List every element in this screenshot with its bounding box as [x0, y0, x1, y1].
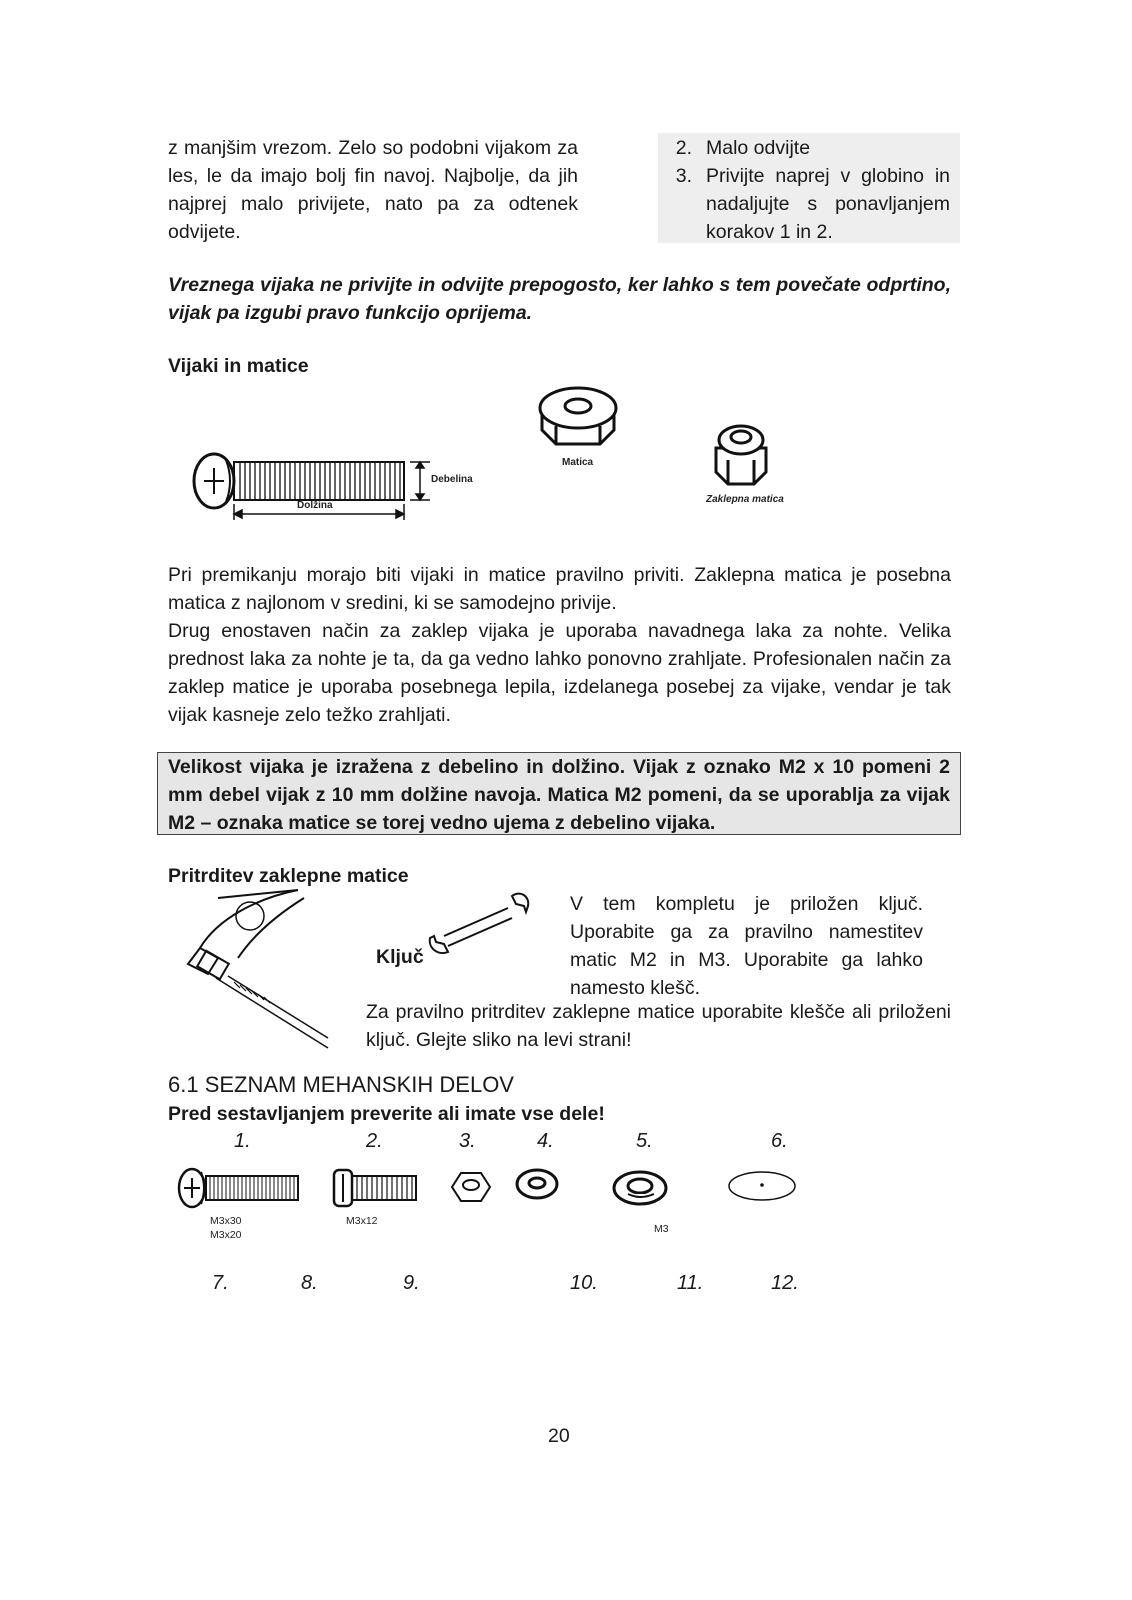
length-label: Dolžina [297, 500, 333, 511]
wrench-description: V tem kompletu je priložen ključ. Uporabite ga za pravilno namestitev matic M2 in M3. Uporabite ga lahko namesto klešč. [570, 893, 923, 999]
part-number-7: 7. [212, 1272, 229, 1294]
part-spring-washer [610, 1168, 670, 1208]
screws-paragraph-1: Pri premikanju morajo biti vijaki in matice pravilno priviti. Zaklepna matica je posebna matica z najlonom v sredini, ki se samodejno privije. [168, 564, 951, 614]
part-number-11: 11. [677, 1272, 704, 1294]
part-hex-nut [450, 1170, 492, 1204]
wrench-label: Ključ [376, 946, 424, 968]
part-number-9: 9. [403, 1272, 420, 1294]
locknut-instruction: Za pravilno pritrditev zaklepne matice uporabite klešče ali priloženi ključ. Glejte sliko na levi strani! [366, 1001, 951, 1051]
part-flat-disc [726, 1168, 798, 1204]
parts-subheading: Pred sestavljanjem preverite ali imate vse dele! [168, 1103, 605, 1125]
part1-caption: M3x30 M3x20 [210, 1215, 242, 1241]
size-note-text: Velikost vijaka je izražena z debelino in dolžino. Vijak z oznako M2 x 10 pomeni 2 mm debel vijak z 10 mm dolžine navoja. Matica M2 pomeni, da se uporablja za vijak M2 – oznaka matice se torej vedno ujema z debelino vijaka. [168, 756, 950, 834]
part-washer [514, 1166, 560, 1202]
nut-label: Matica [562, 457, 594, 468]
part-short-screw [330, 1166, 420, 1210]
pliers-diagram [178, 888, 338, 1048]
part-number-8: 8. [301, 1272, 318, 1294]
steps-box [658, 133, 960, 243]
intro-paragraph: z manjšim vrezom. Zelo so podobni vijakom za les, le da imajo bolj fin navoj. Najbolje, da jih najprej malo privijete, nato pa za odtenek odvijete. [168, 137, 578, 243]
wrench-icon [426, 892, 532, 958]
nut-diagram [532, 382, 624, 452]
part-number-5: 5. [636, 1130, 653, 1152]
size-note-box [157, 752, 961, 835]
part-number-1: 1. [234, 1130, 251, 1152]
section-heading-locknut: Pritrditev zaklepne matice [168, 865, 409, 887]
part-number-10: 10. [570, 1272, 598, 1294]
part5-caption: M3 [654, 1223, 669, 1235]
part2-caption: M3x12 [346, 1215, 378, 1227]
thickness-label: Debelina [431, 474, 473, 485]
page-number: 20 [548, 1425, 570, 1447]
step-item: 2. Malo odvijte [675, 137, 811, 159]
part-number-3: 3. [459, 1130, 476, 1152]
part-long-screw [176, 1164, 302, 1212]
screw-diagram [190, 448, 490, 526]
parts-heading: 6.1 SEZNAM MEHANSKIH DELOV [168, 1072, 514, 1097]
warning-text: Vreznega vijaka ne privijte in odvijte prepogosto, ker lahko s tem povečate odprtino, vijak pa izgubi pravo funkcijo oprijema. [168, 274, 951, 324]
lock-nut-diagram [708, 420, 774, 490]
part-number-4: 4. [537, 1130, 554, 1152]
lock-nut-label: Zaklepna matica [706, 494, 784, 505]
part-number-6: 6. [771, 1130, 788, 1152]
part-number-12: 12. [771, 1272, 799, 1294]
section-heading-screws: Vijaki in matice [168, 355, 309, 377]
step-item: 3. Privijte naprej v globino in nadaljujte s ponavljanjem korakov 1 in 2. [675, 165, 950, 243]
part-number-2: 2. [366, 1130, 383, 1152]
screws-paragraph-2: Drug enostaven način za zaklep vijaka je uporaba navadnega laka za nohte. Velika prednost laka za nohte je ta, da ga vedno lahko ponovno zrahljate. Profesionalen način za zaklep matice je uporaba posebnega lepila, izdelanega posebej za vijake, vendar je tak vijak kasneje zelo težko zrahljati. [168, 620, 951, 726]
